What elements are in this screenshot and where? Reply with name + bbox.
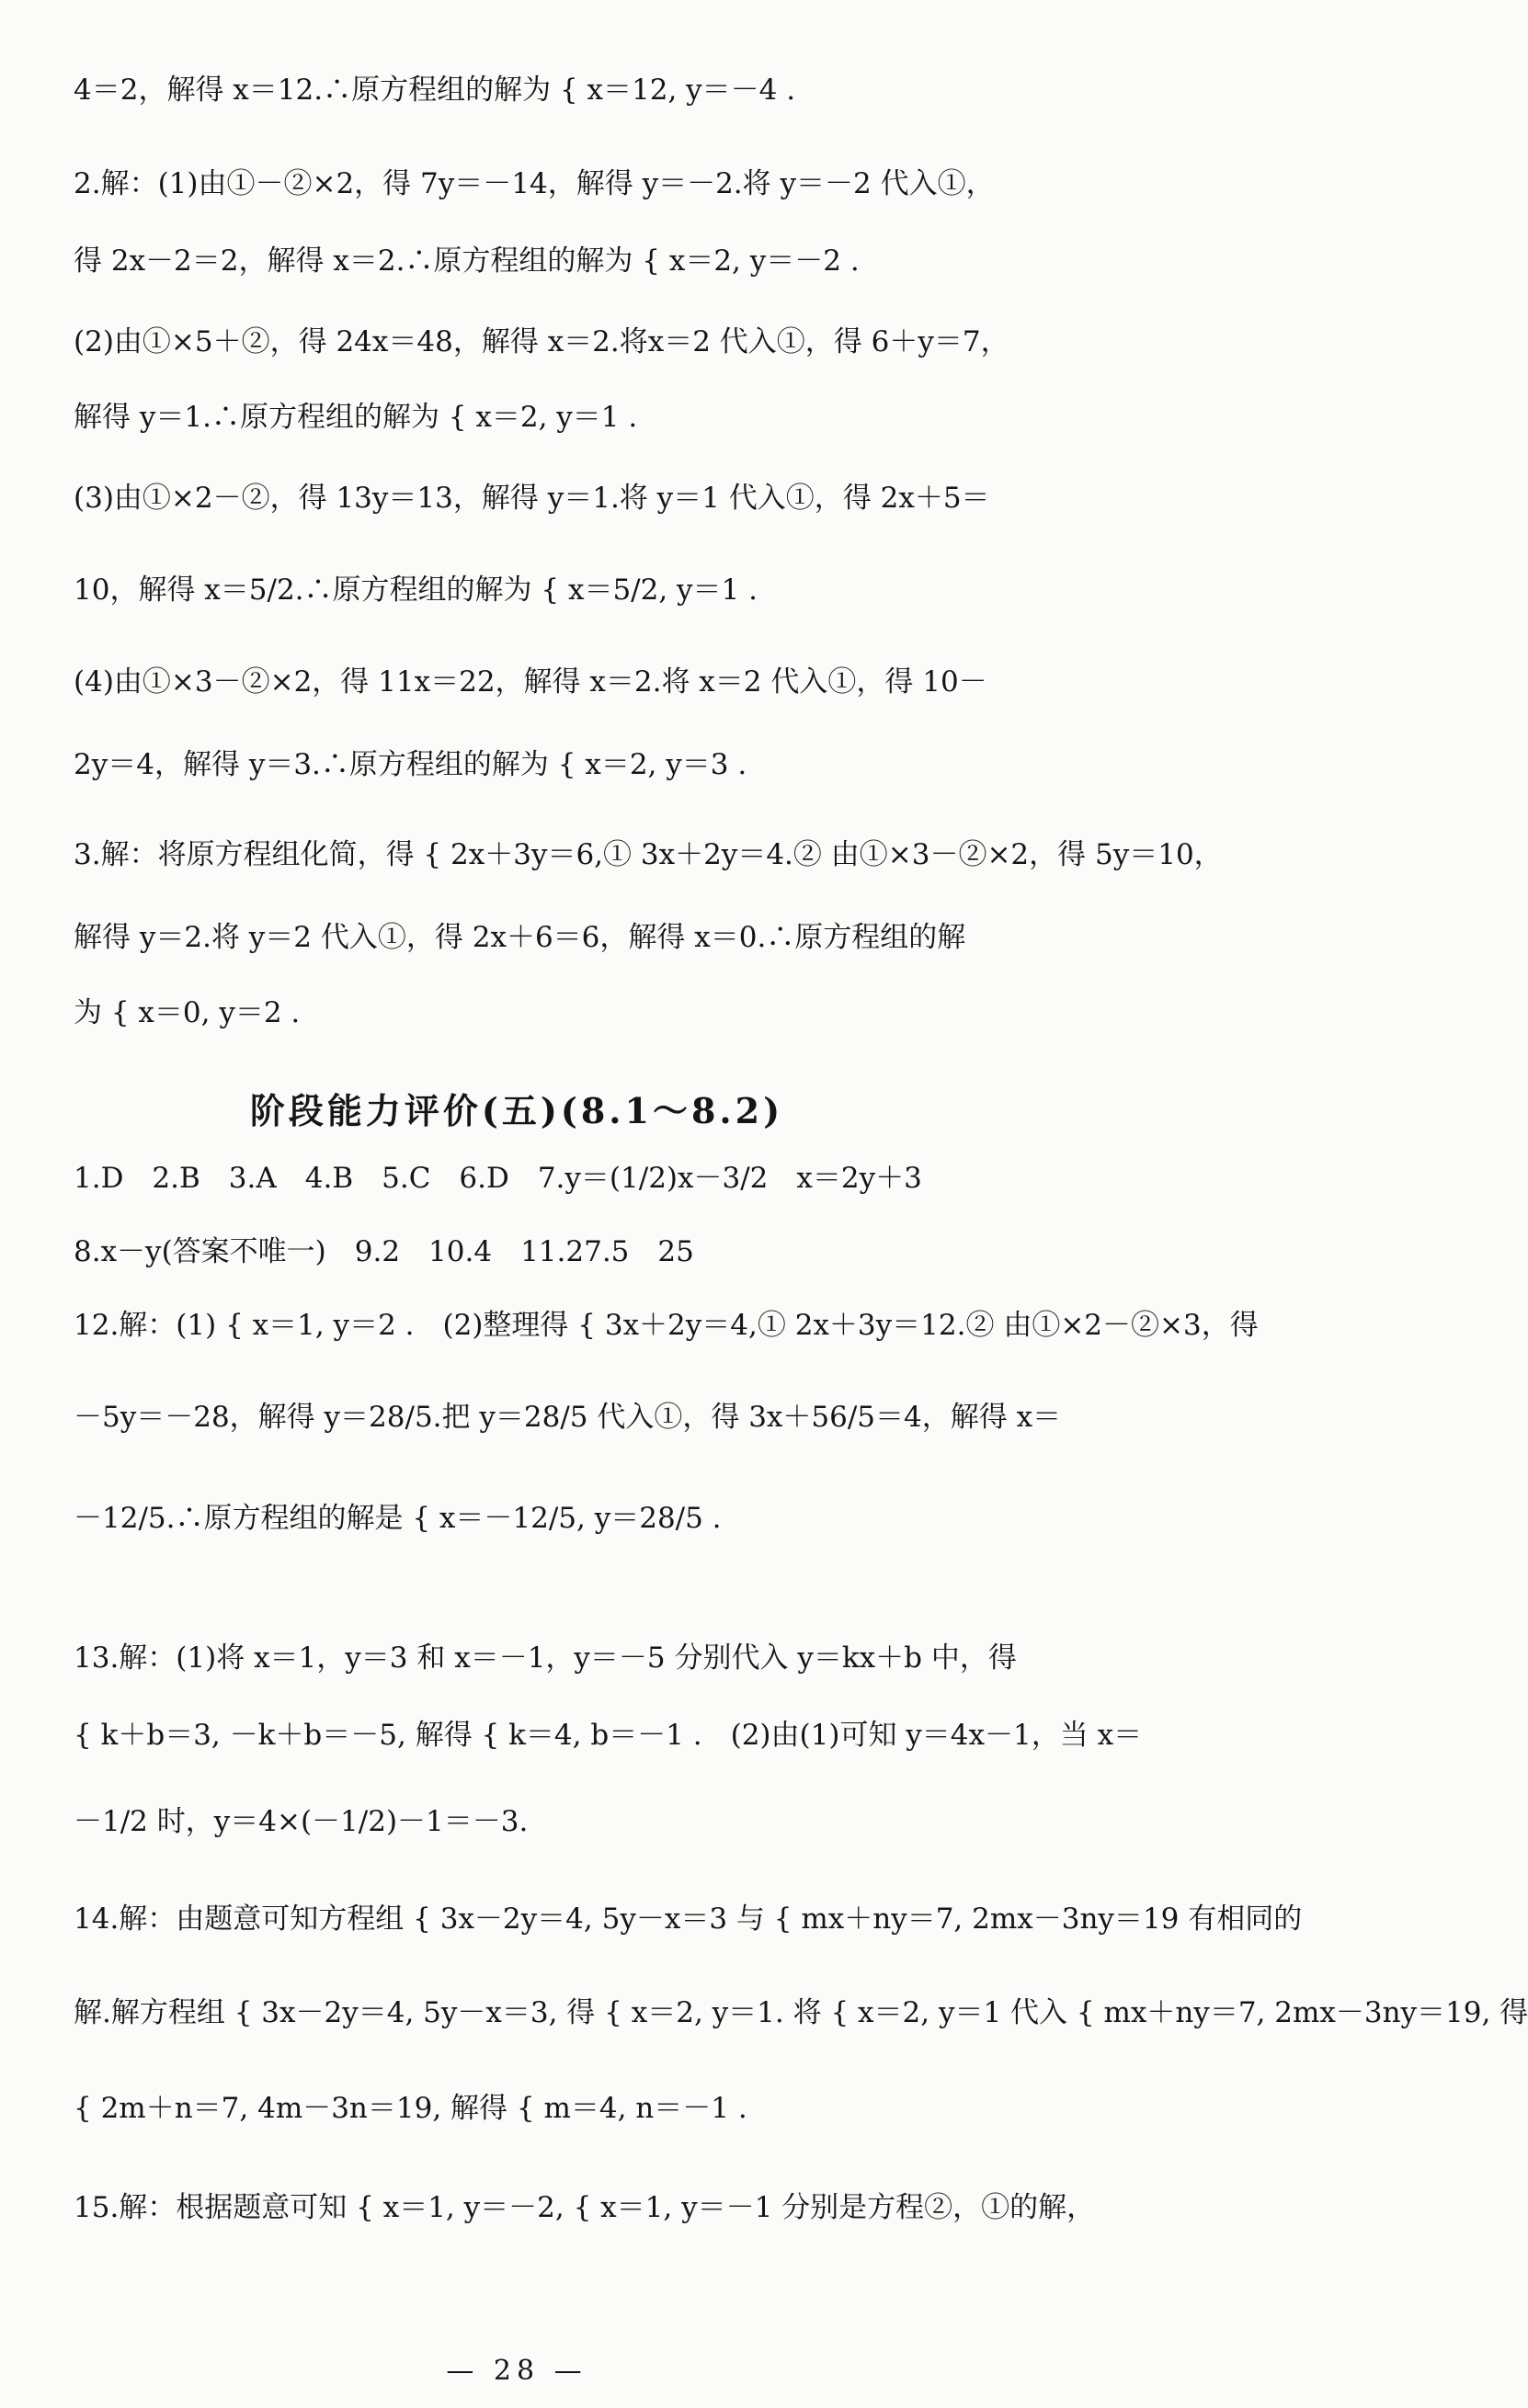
solution-line: { 2m＋n＝7, 4m－3n＝19, 解得 { m＝4, n＝－1 . bbox=[74, 2092, 747, 2125]
solution-line: 2.解：(1)由①－②×2，得 7y＝－14，解得 y＝－2.将 y＝－2 代入①， bbox=[74, 167, 995, 200]
solution-line: (3)由①×2－②，得 13y＝13，解得 y＝1.将 y＝1 代入①，得 2x＋5＝ bbox=[74, 482, 990, 515]
solution-line: 解.解方程组 { 3x－2y＝4, 5y－x＝3, 得 { x＝2, y＝1. 将 { x＝2, y＝1 代入 { mx＋ny＝7, 2mx－3ny＝19, 得 bbox=[74, 1996, 1528, 2029]
solution-line: 得 2x－2＝2，解得 x＝2.∴原方程组的解为 { x＝2, y＝－2 . bbox=[74, 244, 860, 278]
section-title: 阶段能力评价(五)(8.1～8.2) bbox=[249, 1090, 784, 1131]
answer-line: 1.D 2.B 3.A 4.B 5.C 6.D 7.y＝(1/2)x－3/2 x＝2y＋3 bbox=[74, 1162, 922, 1195]
page-number: — 28 — bbox=[446, 2355, 587, 2387]
solution-line: 为 { x＝0, y＝2 . bbox=[74, 996, 301, 1029]
solution-line: 13.解：(1)将 x＝1，y＝3 和 x＝－1，y＝－5 分别代入 y＝kx＋b 中，得 bbox=[74, 1641, 1017, 1675]
solution-line: 14.解：由题意可知方程组 { 3x－2y＝4, 5y－x＝3 与 { mx＋ny＝7, 2mx－3ny＝19 有相同的 bbox=[74, 1903, 1303, 1936]
answer-line: 8.x－y(答案不唯一) 9.2 10.4 11.27.5 25 bbox=[74, 1235, 694, 1268]
solution-line: 2y＝4，解得 y＝3.∴原方程组的解为 { x＝2, y＝3 . bbox=[74, 748, 747, 781]
solution-line: 解得 y＝1.∴原方程组的解为 { x＝2, y＝1 . bbox=[74, 401, 638, 434]
solution-line: －12/5.∴原方程组的解是 { x＝－12/5, y＝28/5 . bbox=[74, 1502, 722, 1535]
solution-line: (2)由①×5＋②，得 24x＝48，解得 x＝2.将x＝2 代入①，得 6＋y＝7， bbox=[74, 325, 1009, 358]
solution-line: －1/2 时，y＝4×(－1/2)－1＝－3. bbox=[74, 1805, 529, 1838]
solution-line: { k＋b＝3, －k＋b＝－5, 解得 { k＝4, b＝－1 . (2)由(1)可知 y＝4x－1，当 x＝ bbox=[74, 1719, 1143, 1752]
solution-line: 12.解：(1) { x＝1, y＝2 . (2)整理得 { 3x＋2y＝4,① 2x＋3y＝12.② 由①×2－②×3，得 bbox=[74, 1309, 1259, 1342]
solution-line: 3.解：将原方程组化简，得 { 2x＋3y＝6,① 3x＋2y＝4.② 由①×3－②×2，得 5y＝10， bbox=[74, 838, 1223, 871]
solution-line: 解得 y＝2.将 y＝2 代入①，得 2x＋6＝6，解得 x＝0.∴原方程组的解 bbox=[74, 921, 966, 954]
solution-line: 15.解：根据题意可知 { x＝1, y＝－2, { x＝1, y＝－1 分别是方程②，①的解， bbox=[74, 2191, 1096, 2224]
solution-line: 10，解得 x＝5/2.∴原方程组的解为 { x＝5/2, y＝1 . bbox=[74, 574, 758, 607]
solution-line: －5y＝－28，解得 y＝28/5.把 y＝28/5 代入①，得 3x＋56/5＝4，解得 x＝ bbox=[74, 1401, 1062, 1434]
solution-line: 4＝2，解得 x＝12.∴原方程组的解为 { x＝12, y＝－4 . bbox=[74, 74, 796, 107]
solution-line: (4)由①×3－②×2，得 11x＝22，解得 x＝2.将 x＝2 代入①，得 10－ bbox=[74, 665, 987, 699]
